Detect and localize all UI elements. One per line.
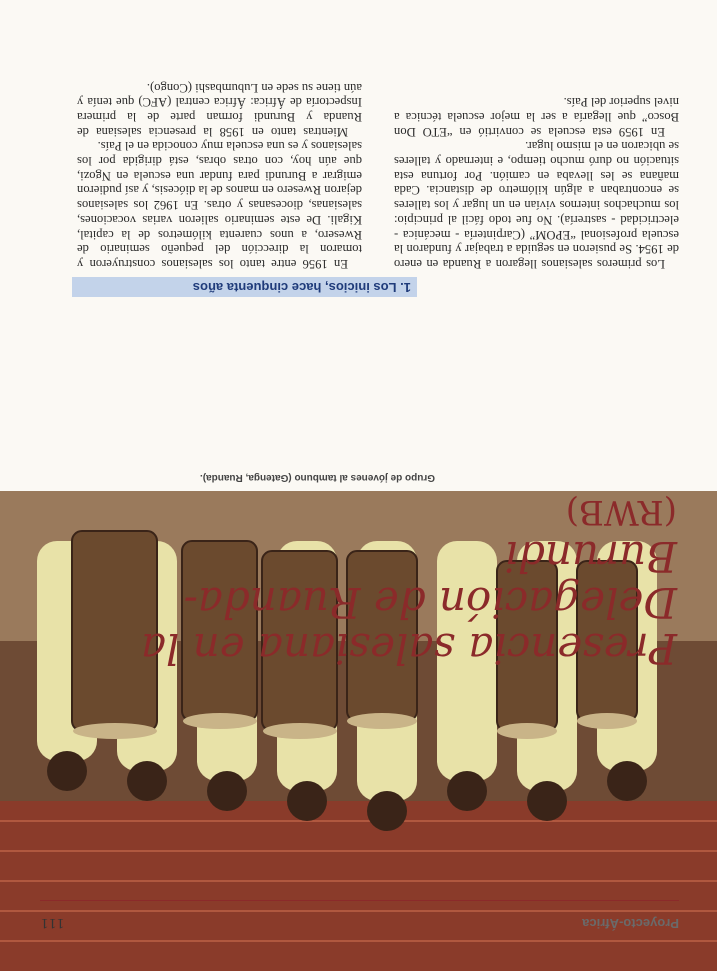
running-header-section: Proyecto-África [582, 916, 679, 931]
page-number: 111 [40, 915, 65, 931]
text-column-right [77, 80, 362, 271]
paragraph: Mientras tanto en 1958 la presencia salesiana de Ruanda y Burundi forman parte de la primera Inspectoría de África: África central (AFC) que tenía y aún tiene su sede en Lubumbashi (Congo). [77, 80, 362, 139]
article-title [37, 491, 677, 671]
paragraph: Los primeros salesianos llegaron a Ruanda en enero de 1954. Se pusieron en seguida a trabajar y fundaron la escuela profesional “EPOM” (Carpintería - mecánica - electricidad - sastrería). No fue todo fácil al principio: los muchachos internos vivían en un lugar y los talleres se encontraban a algún kilómetro de distancia. Cada mañana se les llevaba en camión. Por fortuna esta situación no duró mucho tiempo, e internado y talleres se ubicaron en el mismo lugar. [394, 139, 679, 271]
paragraph: En 1956 entre tanto los salesianos construyeron y tomaron la dirección del pequeño seminario de Rwesero, a unos cuarenta kilómetros de la capital, Kigali. De este seminario salieron varias vocaciones, salesianas, diocesanas y otras. En 1962 los salesianos dejaron Rwesero en manos de la diócesis, y así pudieron emigrar a Burundi para fundar una escuela en Ngozi, que aún hoy, con otras obras, está dirigida por los salesianos y es una escuela muy conocida en el País. [77, 139, 362, 271]
article-title-line-1: Presencia salesiana en la [140, 624, 677, 673]
article-title-line-2: Delegación de Ruanda-Burundi [183, 532, 677, 627]
header-rule [40, 900, 679, 901]
text-column-left [394, 95, 679, 271]
article-title-abbreviation: (RWB) [565, 492, 677, 532]
paragraph: En 1959 esta escuela se convirtió en “ETO Don Bosco” que llegaría a ser la mejor escuela técnica a nivel superior del País. [394, 95, 679, 139]
photo-caption: Grupo de jóvenes al tambuno (Gatenga, Ruanda). [200, 472, 436, 483]
section-heading: 1. Los inicios, hace cinquenta años [72, 277, 417, 297]
